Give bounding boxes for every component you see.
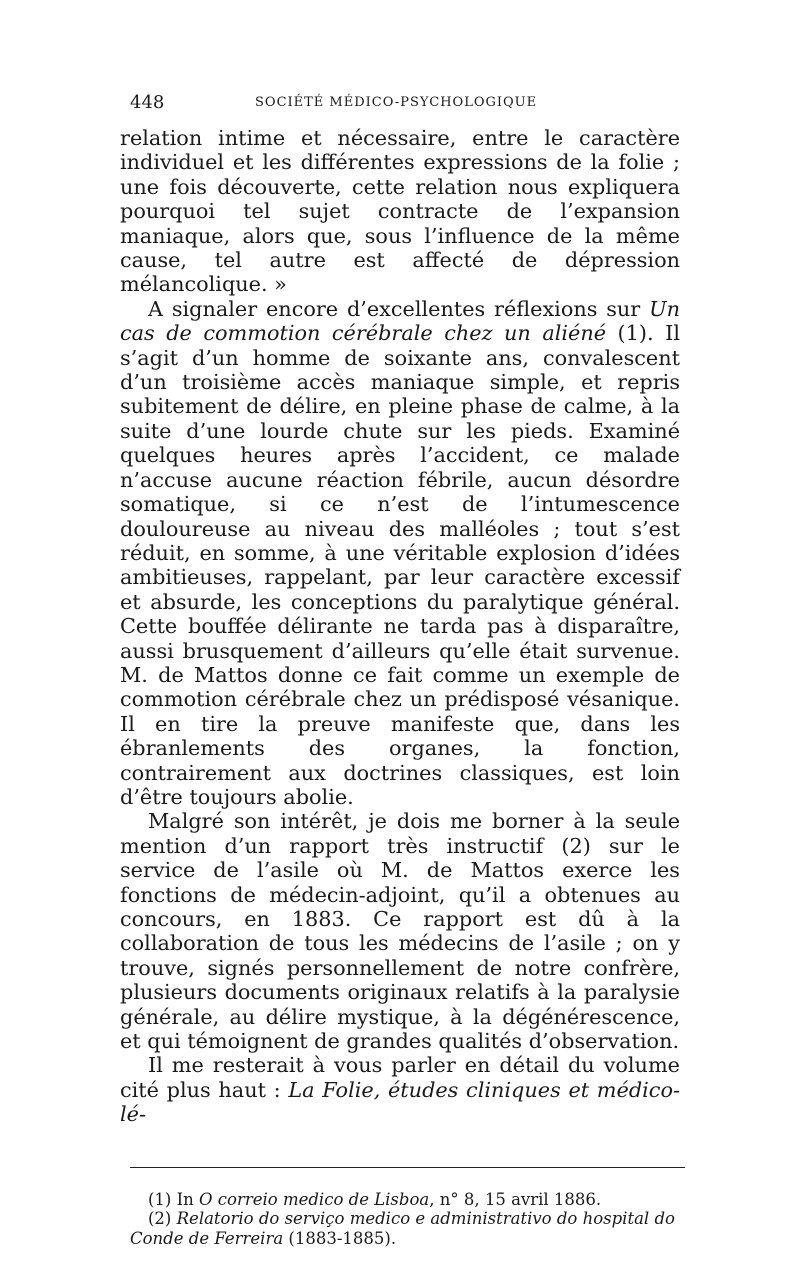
running-title: SOCIÉTÉ MÉDICO-PSYCHOLOGIQUE [255, 95, 538, 110]
paragraph-4-italic-title: La Folie, études cliniques et médico-lé- [120, 1077, 680, 1127]
footnote-2 [120, 1209, 680, 1248]
paragraph-2 [120, 297, 680, 810]
footnote-1-details: , n° 8, 15 avril 1886. [429, 1189, 602, 1209]
footnote-divider [130, 1167, 685, 1168]
paragraph-4-text-a: Il me resterait à vous parler en détail du volume cité plus haut : [120, 1053, 680, 1102]
footnote-2-title: Relatorio do serviço medico e administrativo do hospital do Conde de Ferreira [130, 1209, 675, 1248]
page-number: 448 [130, 92, 165, 113]
footnote-1-marker: (1) In [148, 1189, 200, 1209]
paragraph-4 [120, 1053, 680, 1126]
paragraph-2-text-b: (1). Il s’agit d’un homme de soixante ans, convalescent d’un troisième accès maniaque simple, et repris subitement de délire, en pleine phase de calme, à la suite d’une lourde chute sur les pieds. Examiné quelques heures après l’accident, ce malade n’accuse aucune réaction fébrile, aucun désordre somatique, si ce n’est de l’intumescence douloureuse au niveau des malléoles ; tout s’est réduit, en somme, à une véritable explosion d’idées ambitieuses, rappelant, par leur caractère excessif et absurde, les conceptions du paralytique général. Cette bouffée délirante ne tarda pas à disparaître, aussi brusquement d’ailleurs qu’elle était survenue. M. de Mattos donne ce fait comme un exemple de commotion cérébrale chez un prédisposé vésanique. Il en tire la preuve manifeste que, dans les ébranlements des organes, la fonction, contrairement aux doctrines classiques, est loin d’être toujours abolie. [120, 321, 680, 809]
page-header [120, 92, 680, 126]
paragraph-2-italic-title: Un cas de commotion cérébrale chez un aliéné [120, 296, 680, 346]
paragraph-3: Malgré son intérêt, je dois me borner à la seule mention d’un rapport très instructif (2) sur le service de l’asile où M. de Mattos exerce les fonctions de médecin-adjoint, qu’il a obtenues au concours, en 1883. Ce rapport est dû à la collaboration de tous les médecins de l’asile ; on y trouve, signés personnellement de notre confrère, plusieurs documents originaux relatifs à la paralysie générale, au délire mystique, à la dégénérescence, et qui témoignent de grandes qualités d’observation. [120, 809, 680, 1054]
footnote-1 [120, 1190, 680, 1210]
footnote-2-marker: (2) [148, 1209, 177, 1229]
footnote-1-journal: O correio medico de Lisboa [199, 1189, 430, 1209]
paragraph-1: relation intime et nécessaire, entre le caractère individuel et les différentes expressions de la folie ; une fois découverte, cette relation nous expliquera pourquoi tel sujet contracte de l’expansion maniaque, alors que, sous l’influence de la même cause, tel autre est affecté de dépression mélancolique. » [120, 126, 680, 297]
footnote-2-details: (1883-1885). [283, 1228, 397, 1248]
book-page [120, 92, 680, 1248]
paragraph-2-text-a: A signaler encore d’excellentes réflexions sur [148, 296, 650, 321]
